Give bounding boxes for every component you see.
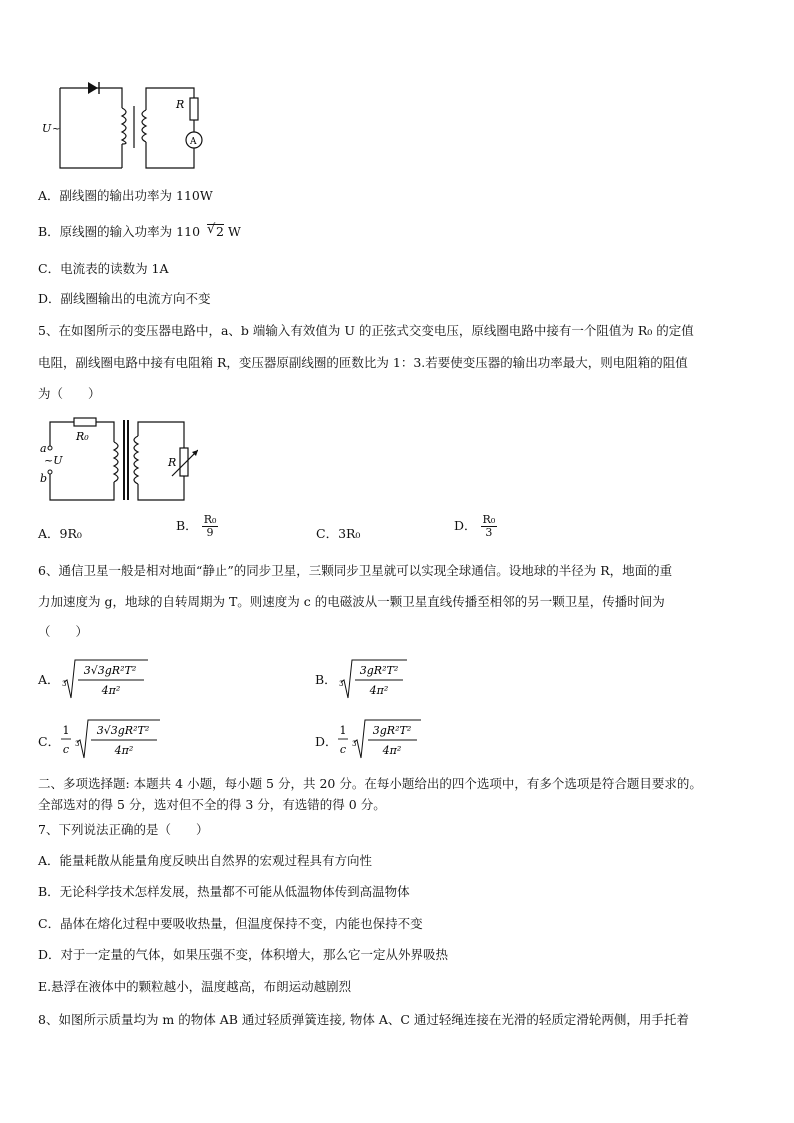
q6-option-a-label: A． <box>38 672 60 687</box>
q6-b-root-index: 3 <box>339 680 344 688</box>
q5-stem-line3: 为（ ） <box>38 386 101 401</box>
q6-option-a-formula <box>60 656 150 702</box>
rheostat-label: R <box>168 456 177 469</box>
q5-stem-line1: 5、在如图所示的变压器电路中，a、b 端输入有效值为 U 的正弦式交变电压，原线圈电路中接有一个阻值为 R₀ 的定值 <box>38 323 694 338</box>
q7-option-e: E.悬浮在液体中的颗粒越小，温度越高，布朗运动越剧烈 <box>38 979 352 994</box>
q6-option-c-label: C． <box>38 734 61 749</box>
q6-stem-line2: 力加速度为 g，地球的自转周期为 T。则速度为 c 的电磁波从一颗卫星直线传播至相邻的另一颗卫星，传播时间为 <box>38 594 665 609</box>
q8-stem: 8、如图所示质量均为 m 的物体 AB 通过轻质弹簧连接, 物体 A、C 通过轻绳连接在光滑的轻质定滑轮两侧，用手托着 <box>38 1012 689 1027</box>
sqrt-symbol: √ 2 <box>207 222 224 239</box>
q7-option-a: A．能量耗散从能量角度反映出自然界的宏观过程具有方向性 <box>38 853 373 868</box>
source-u-label: ~U <box>44 454 63 467</box>
q5-option-d-denominator: 3 <box>485 526 493 539</box>
terminal-b-label: b <box>40 472 48 485</box>
q5-option-d-numerator: R₀ <box>482 513 496 526</box>
q7-stem: 7、下列说法正确的是（ ） <box>38 822 209 837</box>
transformer-rheostat-circuit-figure <box>38 412 198 504</box>
resistor-label: R <box>176 98 185 111</box>
q6-a-denominator: 4π² <box>101 684 121 697</box>
q6-c-root-index: 3 <box>75 740 80 748</box>
q6-d-root-index: 3 <box>352 740 357 748</box>
q6-d-coef-den: c <box>339 743 347 756</box>
q7-option-b: B．无论科学技术怎样发展，热量都不可能从低温物体传到高温物体 <box>38 884 410 899</box>
q6-d-denominator: 4π² <box>382 744 402 757</box>
section2-header-line1: 二、多项选择题: 本题共 4 小题，每小题 5 分，共 20 分。在每小题给出的四个选项中，有多个选项是符合题目要求的。 <box>38 776 702 791</box>
q4-option-b-text: B．原线圈的输入功率为 110 <box>38 224 201 239</box>
section2-header-line2: 全部选对的得 5 分，选对但不全的得 3 分，有选错的得 0 分。 <box>38 797 386 812</box>
q5-stem-line2: 电阻，副线圈电路中接有电阻箱 R，变压器原副线圈的匝数比为 1：3.若要使变压器的输出功率最大，则电阻箱的阻值 <box>38 355 688 370</box>
q5-option-d-label: D． <box>454 518 477 533</box>
ammeter-label: A <box>190 137 197 147</box>
q7-option-c: C．晶体在熔化过程中要吸收热量，但温度保持不变，内能也保持不变 <box>38 916 423 931</box>
q6-a-root-index: 3 <box>62 680 67 688</box>
terminal-a-label: a <box>40 442 47 455</box>
q7-option-d: D．对于一定量的气体，如果压强不变，体积增大，那么它一定从外界吸热 <box>38 947 449 962</box>
q6-b-numerator: 3gR²T² <box>359 664 399 677</box>
q6-a-numerator: 3√3gR²T² <box>83 664 137 677</box>
q4-option-b-unit: W <box>227 224 241 239</box>
q6-d-numerator: 3gR²T² <box>372 724 412 737</box>
q5-option-d-fraction <box>481 514 498 539</box>
q4-option-d: D．副线圈输出的电流方向不变 <box>38 291 211 306</box>
q6-option-d-formula <box>337 716 425 764</box>
q6-c-numerator: 3√3gR²T² <box>96 724 150 737</box>
q5-option-a: A．9R₀ <box>38 526 82 541</box>
r0-label: R₀ <box>76 430 89 443</box>
q5-option-b-label: B． <box>176 518 198 533</box>
q6-option-d-label: D． <box>315 734 338 749</box>
source-label: U <box>42 122 52 135</box>
q6-stem-line3: （ ） <box>38 624 89 639</box>
q6-c-coef-num: 1 <box>62 724 70 737</box>
q6-b-denominator: 4π² <box>369 684 389 697</box>
q5-option-c: C．3R₀ <box>316 526 361 541</box>
q5-option-b-denominator: 9 <box>206 526 214 539</box>
q6-option-b-label: B． <box>315 672 337 687</box>
q4-option-c: C．电流表的读数为 1A <box>38 261 169 276</box>
q5-option-b <box>176 514 218 539</box>
ac-source-symbol: ~ <box>52 124 61 135</box>
q6-d-coef-num: 1 <box>339 724 347 737</box>
transformer-diode-circuit-figure <box>38 78 210 170</box>
q5-option-d <box>454 514 497 539</box>
q6-option-b-formula <box>337 656 411 702</box>
q6-c-denominator: 4π² <box>114 744 134 757</box>
q5-option-b-fraction <box>202 514 219 539</box>
q4-option-b <box>38 224 241 240</box>
q4-option-b-radicand: 2 <box>216 224 224 239</box>
q5-option-b-numerator: R₀ <box>203 513 217 526</box>
q6-stem-line1: 6、通信卫星一般是相对地面“静止”的同步卫星，三颗同步卫星就可以实现全球通信。设地球的半径为 R，地面的重 <box>38 563 673 578</box>
q6-option-c-formula <box>60 716 164 764</box>
q4-option-a: A．副线圈的输出功率为 110W <box>38 188 213 203</box>
q6-c-coef-den: c <box>62 743 70 756</box>
